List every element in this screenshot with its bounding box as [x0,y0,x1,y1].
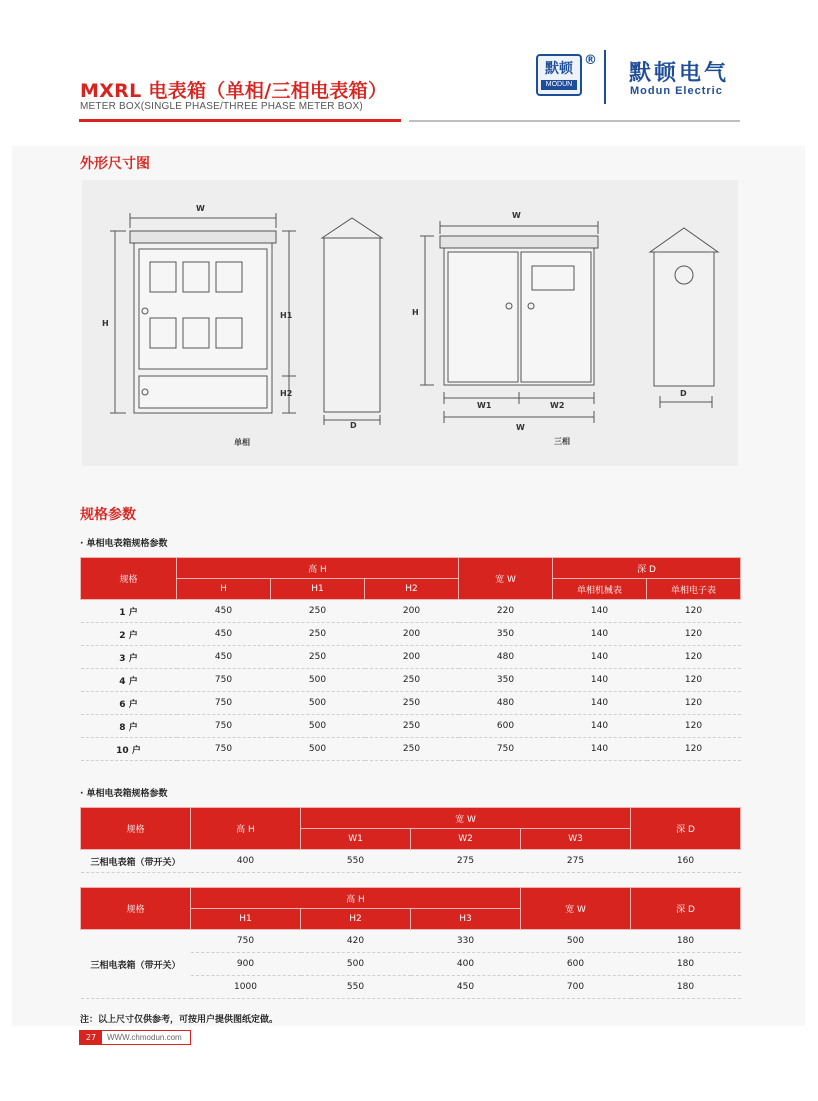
header-h3: H3 [411,909,521,930]
cell: 400 [411,953,521,976]
cell: 250 [271,646,365,669]
cell: 480 [459,692,553,715]
single-phase-caption: 单相 [234,438,250,447]
brand-name-en: Modun Electric [630,85,723,97]
header-h1: H1 [191,909,301,930]
table-row [81,930,741,953]
table-row [81,646,741,669]
cell: 180 [631,976,741,999]
label-w: W [196,204,205,213]
cell: 450 [177,623,271,646]
cell: 140 [553,600,647,623]
cell: 400 [191,850,301,873]
header-depth: 深 D [631,888,741,930]
cell: 120 [647,669,741,692]
cell: 750 [177,692,271,715]
cell-model: 6 户 [81,692,177,715]
cell: 450 [177,600,271,623]
dimension-diagram [82,180,738,466]
cell: 140 [553,715,647,738]
cell: 750 [191,930,301,953]
cell-model: 4 户 [81,669,177,692]
cell: 550 [301,850,411,873]
table-row [81,692,741,715]
cell: 160 [631,850,741,873]
cell: 180 [631,953,741,976]
cell: 250 [271,600,365,623]
header-height: 高 H [177,558,459,579]
cell: 120 [647,715,741,738]
three-phase-front-view [412,211,598,446]
cell: 750 [177,738,271,761]
single-phase-side-view [322,218,382,430]
cell: 200 [365,600,459,623]
table-row [81,669,741,692]
header-model: 规格 [81,808,191,850]
table-row [81,715,741,738]
footnote: 注：以上尺寸仅供参考，可按用户提供图纸定做。 [80,1015,279,1025]
specs-section-title: 规格参数 [80,507,136,523]
header-w1: W1 [301,829,411,850]
header-height: 高 H [191,888,521,909]
label-d-single: D [350,421,357,430]
title-underline [79,119,401,122]
three-phase-width-table [80,807,741,873]
label-w1: W1 [477,401,492,410]
single-phase-spec-table [80,557,741,761]
cell: 140 [553,669,647,692]
three-phase-caption: 三相 [554,437,570,446]
cell: 500 [271,669,365,692]
brand-divider [604,50,606,104]
cell: 350 [459,669,553,692]
logo-en-text: MODUN [541,80,577,90]
cell: 200 [365,646,459,669]
page-title: MXRL 电表箱（单相/三相电表箱） [80,80,388,102]
label-h1: H1 [280,311,293,320]
cell: 250 [365,715,459,738]
label-h2: H2 [280,389,293,398]
header-width: 宽 W [521,888,631,930]
cell: 250 [365,669,459,692]
header-h2: H2 [365,579,459,600]
header-model: 规格 [81,558,177,600]
cell: 120 [647,646,741,669]
brand-name-cn: 默顿电气 [629,61,730,86]
cell: 140 [553,692,647,715]
cell: 350 [459,623,553,646]
cell: 200 [365,623,459,646]
cell: 275 [411,850,521,873]
label-h-three: H [412,308,419,317]
cell-model: 8 户 [81,715,177,738]
cell: 120 [647,623,741,646]
cell: 600 [459,715,553,738]
cell: 600 [521,953,631,976]
cell-model: 10 户 [81,738,177,761]
page-footer [79,1030,191,1045]
cell: 250 [271,623,365,646]
three-phase-height-table [80,887,741,999]
cell: 750 [459,738,553,761]
three-table-title: · 单相电表箱规格参数 [80,789,168,799]
cell: 330 [411,930,521,953]
cell-model: 3 户 [81,646,177,669]
cell: 500 [271,738,365,761]
cell: 500 [271,692,365,715]
cell: 900 [191,953,301,976]
label-w-three-bottom: W [516,423,525,432]
cell: 450 [411,976,521,999]
cell: 480 [459,646,553,669]
cell: 500 [521,930,631,953]
cell: 550 [301,976,411,999]
website-link[interactable]: WWW.chmodun.com [107,1033,182,1042]
page-number: 27 [80,1031,102,1044]
cell: 120 [647,692,741,715]
cell-model: 三相电表箱（带开关） [81,850,191,873]
header-model: 规格 [81,888,191,930]
cell: 250 [365,738,459,761]
table-row [81,738,741,761]
header-divider [409,120,740,122]
table-row [81,850,741,873]
label-d-three: D [680,389,687,398]
cell: 140 [553,738,647,761]
cell-model: 2 户 [81,623,177,646]
cell: 450 [177,646,271,669]
cell: 250 [365,692,459,715]
single-table-title: · 单相电表箱规格参数 [80,539,168,549]
header-mechanical-meter: 单相机械表 [553,579,647,600]
header-depth: 深 D [553,558,741,579]
cell: 500 [271,715,365,738]
header-width: 宽 W [459,558,553,600]
cell: 420 [301,930,411,953]
cell: 220 [459,600,553,623]
cell: 140 [553,646,647,669]
cell: 275 [521,850,631,873]
cell-model: 三相电表箱（带开关） [81,930,191,999]
header-h1: H1 [271,579,365,600]
dimensions-section-title: 外形尺寸图 [80,156,150,172]
cell: 120 [647,600,741,623]
header-width: 宽 W [301,808,631,829]
header-h: H [177,579,271,600]
brand-logo [536,54,582,96]
registered-mark: ® [584,53,597,68]
label-w2: W2 [550,401,565,410]
cell-model: 1 户 [81,600,177,623]
cell: 500 [301,953,411,976]
label-h: H [102,319,109,328]
header-height: 高 H [191,808,301,850]
cell: 750 [177,669,271,692]
cell: 140 [553,623,647,646]
header-depth: 深 D [631,808,741,850]
header-w3: W3 [521,829,631,850]
logo-cn-text: 默顿 [545,61,573,77]
table-row [81,600,741,623]
cell: 750 [177,715,271,738]
cell: 180 [631,930,741,953]
table-row [81,623,741,646]
cell: 1000 [191,976,301,999]
single-phase-front-view [102,204,296,447]
cell: 120 [647,738,741,761]
page-subtitle: METER BOX(SINGLE PHASE/THREE PHASE METER BOX) [80,101,363,112]
header-w2: W2 [411,829,521,850]
cell: 700 [521,976,631,999]
three-phase-side-view [650,228,718,408]
header-electronic-meter: 单相电子表 [647,579,741,600]
header-h2: H2 [301,909,411,930]
label-w-three: W [512,211,521,220]
